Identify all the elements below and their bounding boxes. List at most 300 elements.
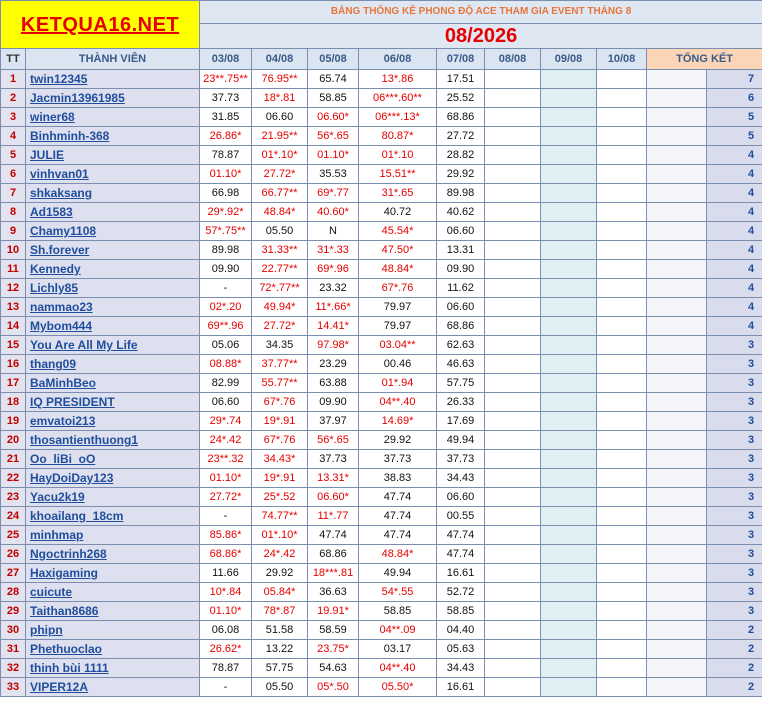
empty-cell-08	[485, 526, 541, 545]
total-spacer	[647, 184, 707, 203]
member-name-link[interactable]: Ad1583	[26, 203, 200, 222]
score-cell: 69*.96	[308, 260, 359, 279]
total-spacer	[647, 203, 707, 222]
score-cell: 24*.42	[200, 431, 252, 450]
empty-cell-09	[541, 507, 597, 526]
empty-cell-08	[485, 203, 541, 222]
row-number: 20	[1, 431, 26, 450]
row-number: 10	[1, 241, 26, 260]
member-name-link[interactable]: twin12345	[26, 70, 200, 89]
score-cell: 29.92	[252, 564, 308, 583]
total-spacer	[647, 393, 707, 412]
score-cell: 57*.75**	[200, 222, 252, 241]
total-count: 3	[707, 602, 762, 621]
total-spacer	[647, 108, 707, 127]
row-number: 17	[1, 374, 26, 393]
total-spacer	[647, 127, 707, 146]
row-number: 27	[1, 564, 26, 583]
member-name-link[interactable]: Lichly85	[26, 279, 200, 298]
row-number: 23	[1, 488, 26, 507]
score-cell: 25*.52	[252, 488, 308, 507]
empty-cell-09	[541, 374, 597, 393]
empty-cell-09	[541, 184, 597, 203]
total-count: 4	[707, 260, 762, 279]
total-count: 4	[707, 279, 762, 298]
score-cell: 79.97	[359, 298, 437, 317]
total-spacer	[647, 545, 707, 564]
row-number: 31	[1, 640, 26, 659]
score-cell: 13.22	[252, 640, 308, 659]
row-number: 30	[1, 621, 26, 640]
score-cell: 19.91*	[308, 602, 359, 621]
score-cell: 01.10*	[308, 146, 359, 165]
table-row	[1, 317, 762, 336]
score-cell: 37.97	[308, 412, 359, 431]
score-cell: 01.10*	[200, 469, 252, 488]
score-cell: 06.60*	[308, 108, 359, 127]
score-cell: 31*.33	[308, 241, 359, 260]
total-spacer	[647, 526, 707, 545]
score-cell: 06***.60**	[359, 89, 437, 108]
score-cell: 18***.81	[308, 564, 359, 583]
score-cell: 57.75	[437, 374, 485, 393]
score-cell: 05.06	[200, 336, 252, 355]
score-cell: 54*.55	[359, 583, 437, 602]
score-cell: 01*.10*	[252, 526, 308, 545]
member-name-link[interactable]: cuicute	[26, 583, 200, 602]
row-number: 16	[1, 355, 26, 374]
empty-cell-10	[597, 184, 647, 203]
empty-cell-08	[485, 564, 541, 583]
member-name-link[interactable]: nammao23	[26, 298, 200, 317]
empty-cell-09	[541, 526, 597, 545]
table-row	[1, 70, 762, 89]
row-number: 1	[1, 70, 26, 89]
member-name-link[interactable]: You Are All My Life	[26, 336, 200, 355]
score-cell: 47.74	[359, 526, 437, 545]
row-number: 25	[1, 526, 26, 545]
score-cell: 31*.65	[359, 184, 437, 203]
score-cell: 34.43	[437, 659, 485, 678]
score-cell: 27.72*	[252, 317, 308, 336]
score-cell: 78.87	[200, 146, 252, 165]
score-cell: 23.29	[308, 355, 359, 374]
table-row	[1, 298, 762, 317]
total-count: 4	[707, 317, 762, 336]
row-number: 14	[1, 317, 26, 336]
row-number: 6	[1, 165, 26, 184]
empty-cell-08	[485, 89, 541, 108]
empty-cell-08	[485, 317, 541, 336]
score-cell: 34.43	[437, 469, 485, 488]
score-cell: 31.85	[200, 108, 252, 127]
empty-cell-09	[541, 260, 597, 279]
empty-cell-09	[541, 222, 597, 241]
empty-cell-08	[485, 659, 541, 678]
score-cell: 85.86*	[200, 526, 252, 545]
table-row	[1, 127, 762, 146]
score-cell: 06.60	[252, 108, 308, 127]
row-number: 2	[1, 89, 26, 108]
score-cell: 78.87	[200, 659, 252, 678]
total-spacer	[647, 640, 707, 659]
table-row	[1, 393, 762, 412]
total-spacer	[647, 279, 707, 298]
score-cell: -	[200, 507, 252, 526]
score-cell: 14.41*	[308, 317, 359, 336]
score-cell: 76.95**	[252, 70, 308, 89]
member-name-link[interactable]: BaMinhBeo	[26, 374, 200, 393]
empty-cell-09	[541, 279, 597, 298]
table-row	[1, 222, 762, 241]
score-cell: 68.86	[437, 108, 485, 127]
table-row	[1, 659, 762, 678]
row-number: 32	[1, 659, 26, 678]
score-cell: -	[200, 279, 252, 298]
header-date: 04/08	[252, 49, 308, 70]
row-number: 28	[1, 583, 26, 602]
member-name-link[interactable]: thang09	[26, 355, 200, 374]
member-name-link[interactable]: emvatoi213	[26, 412, 200, 431]
score-cell: 68.86*	[200, 545, 252, 564]
score-cell: 63.88	[308, 374, 359, 393]
table-row	[1, 336, 762, 355]
score-cell: 25.52	[437, 89, 485, 108]
total-count: 3	[707, 450, 762, 469]
header-date: 03/08	[200, 49, 252, 70]
score-cell: 58.85	[437, 602, 485, 621]
empty-cell-08	[485, 279, 541, 298]
empty-cell-10	[597, 203, 647, 222]
total-count: 3	[707, 545, 762, 564]
total-spacer	[647, 165, 707, 184]
empty-cell-10	[597, 469, 647, 488]
score-cell: 16.61	[437, 564, 485, 583]
total-spacer	[647, 298, 707, 317]
total-count: 3	[707, 469, 762, 488]
table-row	[1, 621, 762, 640]
member-name-link[interactable]: vinhvan01	[26, 165, 200, 184]
score-cell: 05*.50	[308, 678, 359, 697]
table-row	[1, 450, 762, 469]
score-cell: 29.92	[359, 431, 437, 450]
table-row	[1, 260, 762, 279]
empty-cell-10	[597, 583, 647, 602]
member-name-link[interactable]: Oo_liBi_oO	[26, 450, 200, 469]
total-count: 3	[707, 393, 762, 412]
table-row	[1, 241, 762, 260]
header-total: TỔNG KẾT	[647, 49, 762, 70]
score-cell: 74.77**	[252, 507, 308, 526]
total-count: 4	[707, 146, 762, 165]
empty-cell-08	[485, 146, 541, 165]
member-name-link[interactable]: Taithan8686	[26, 602, 200, 621]
empty-cell-08	[485, 640, 541, 659]
empty-cell-08	[485, 488, 541, 507]
member-name-link[interactable]: JULIE	[26, 146, 200, 165]
empty-cell-08	[485, 545, 541, 564]
total-count: 3	[707, 355, 762, 374]
empty-cell-09	[541, 336, 597, 355]
score-cell: 06.60*	[308, 488, 359, 507]
score-cell: -	[200, 678, 252, 697]
member-name-link[interactable]: thosantienthuong1	[26, 431, 200, 450]
total-spacer	[647, 412, 707, 431]
member-name-link[interactable]: Jacmin13961985	[26, 89, 200, 108]
score-cell: 18*.81	[252, 89, 308, 108]
score-cell: 06.60	[437, 222, 485, 241]
score-cell: 24*.42	[252, 545, 308, 564]
row-number: 26	[1, 545, 26, 564]
score-cell: 04**.40	[359, 659, 437, 678]
score-cell: 38.83	[359, 469, 437, 488]
row-number: 4	[1, 127, 26, 146]
score-cell: 89.98	[437, 184, 485, 203]
member-name-link[interactable]: shkaksang	[26, 184, 200, 203]
score-cell: 56*.65	[308, 431, 359, 450]
total-count: 5	[707, 108, 762, 127]
row-number: 33	[1, 678, 26, 697]
empty-cell-10	[597, 89, 647, 108]
score-cell: 69**.96	[200, 317, 252, 336]
score-cell: N	[308, 222, 359, 241]
score-cell: 01*.10*	[252, 146, 308, 165]
empty-cell-10	[597, 222, 647, 241]
score-cell: 13.31*	[308, 469, 359, 488]
table-row	[1, 545, 762, 564]
member-name-link[interactable]: minhmap	[26, 526, 200, 545]
member-name-link[interactable]: khoailang_18cm	[26, 507, 200, 526]
empty-cell-08	[485, 127, 541, 146]
member-name-link[interactable]: Haxigaming	[26, 564, 200, 583]
score-cell: 05.84*	[252, 583, 308, 602]
empty-cell-09	[541, 355, 597, 374]
total-spacer	[647, 222, 707, 241]
score-cell: 68.86	[437, 317, 485, 336]
member-name-link[interactable]: Ngoctrinh268	[26, 545, 200, 564]
table-row	[1, 469, 762, 488]
score-cell: 37.73	[308, 450, 359, 469]
score-cell: 06.60	[200, 393, 252, 412]
score-cell: 01*.10	[359, 146, 437, 165]
score-cell: 46.63	[437, 355, 485, 374]
empty-cell-08	[485, 412, 541, 431]
empty-cell-09	[541, 241, 597, 260]
total-spacer	[647, 374, 707, 393]
total-spacer	[647, 564, 707, 583]
total-spacer	[647, 659, 707, 678]
member-name-link[interactable]: Sh.forever	[26, 241, 200, 260]
empty-cell-09	[541, 564, 597, 583]
score-cell: 06.60	[437, 298, 485, 317]
site-logo[interactable]: KETQUA16.NET	[1, 1, 200, 49]
score-cell: 05.63	[437, 640, 485, 659]
score-cell: 65.74	[308, 70, 359, 89]
empty-cell-10	[597, 317, 647, 336]
member-name-link[interactable]: Binhminh-368	[26, 127, 200, 146]
member-name-link[interactable]: winer68	[26, 108, 200, 127]
score-cell: 67*.76	[252, 393, 308, 412]
score-cell: 09.90	[308, 393, 359, 412]
member-name-link[interactable]: Mybom444	[26, 317, 200, 336]
total-count: 2	[707, 659, 762, 678]
score-cell: 56*.65	[308, 127, 359, 146]
member-name-link[interactable]: thinh bùi 1111	[26, 659, 200, 678]
score-cell: 29.92	[437, 165, 485, 184]
table-row	[1, 583, 762, 602]
row-number: 8	[1, 203, 26, 222]
empty-cell-08	[485, 583, 541, 602]
empty-cell-08	[485, 469, 541, 488]
score-cell: 04**.09	[359, 621, 437, 640]
row-number: 18	[1, 393, 26, 412]
row-number: 9	[1, 222, 26, 241]
empty-cell-10	[597, 260, 647, 279]
empty-cell-09	[541, 146, 597, 165]
score-cell: 03.17	[359, 640, 437, 659]
total-count: 3	[707, 564, 762, 583]
empty-cell-09	[541, 488, 597, 507]
table-row	[1, 279, 762, 298]
empty-cell-08	[485, 450, 541, 469]
score-cell: 27.72*	[200, 488, 252, 507]
score-cell: 58.59	[308, 621, 359, 640]
member-name-link[interactable]: Chamy1108	[26, 222, 200, 241]
score-cell: 40.62	[437, 203, 485, 222]
total-count: 2	[707, 640, 762, 659]
score-cell: 55.77**	[252, 374, 308, 393]
score-cell: 15.51**	[359, 165, 437, 184]
empty-cell-08	[485, 241, 541, 260]
total-spacer	[647, 507, 707, 526]
member-name-link[interactable]: Yacu2k19	[26, 488, 200, 507]
empty-cell-09	[541, 621, 597, 640]
total-count: 4	[707, 203, 762, 222]
total-count: 7	[707, 70, 762, 89]
score-cell: 02*.20	[200, 298, 252, 317]
member-name-link[interactable]: VIPER12A	[26, 678, 200, 697]
row-number: 21	[1, 450, 26, 469]
empty-cell-10	[597, 526, 647, 545]
empty-cell-10	[597, 640, 647, 659]
score-cell: 68.86	[308, 545, 359, 564]
score-cell: 52.72	[437, 583, 485, 602]
score-cell: 06.08	[200, 621, 252, 640]
score-cell: 23.32	[308, 279, 359, 298]
empty-cell-10	[597, 659, 647, 678]
total-spacer	[647, 89, 707, 108]
empty-cell-09	[541, 317, 597, 336]
empty-cell-10	[597, 355, 647, 374]
empty-cell-10	[597, 165, 647, 184]
empty-cell-08	[485, 70, 541, 89]
score-cell: 78*.87	[252, 602, 308, 621]
empty-cell-08	[485, 298, 541, 317]
empty-cell-09	[541, 108, 597, 127]
row-number: 7	[1, 184, 26, 203]
score-cell: 09.90	[200, 260, 252, 279]
total-count: 4	[707, 298, 762, 317]
score-cell: 05.50	[252, 678, 308, 697]
table-row	[1, 488, 762, 507]
empty-cell-09	[541, 640, 597, 659]
row-number: 19	[1, 412, 26, 431]
table-row	[1, 108, 762, 127]
empty-cell-09	[541, 89, 597, 108]
member-name-link[interactable]: HayDoiDay123	[26, 469, 200, 488]
row-number: 13	[1, 298, 26, 317]
empty-cell-08	[485, 678, 541, 697]
score-cell: 34.35	[252, 336, 308, 355]
empty-cell-08	[485, 260, 541, 279]
score-cell: 10*.84	[200, 583, 252, 602]
row-number: 29	[1, 602, 26, 621]
empty-cell-10	[597, 564, 647, 583]
score-cell: 23**.75**	[200, 70, 252, 89]
empty-cell-09	[541, 393, 597, 412]
score-cell: 01*.94	[359, 374, 437, 393]
empty-cell-10	[597, 146, 647, 165]
score-cell: 89.98	[200, 241, 252, 260]
score-cell: 23**.32	[200, 450, 252, 469]
row-number: 11	[1, 260, 26, 279]
empty-cell-09	[541, 127, 597, 146]
header-date: 09/08	[541, 49, 597, 70]
empty-cell-10	[597, 602, 647, 621]
header-date: 08/08	[485, 49, 541, 70]
total-count: 4	[707, 184, 762, 203]
member-name-link[interactable]: Kennedy	[26, 260, 200, 279]
member-name-link[interactable]: Phethuoclao	[26, 640, 200, 659]
table-row	[1, 146, 762, 165]
score-cell: 58.85	[359, 602, 437, 621]
table-row	[1, 564, 762, 583]
score-cell: 01.10*	[200, 165, 252, 184]
header-date: 07/08	[437, 49, 485, 70]
score-cell: 06.60	[437, 488, 485, 507]
score-cell: 00.55	[437, 507, 485, 526]
empty-cell-09	[541, 678, 597, 697]
member-name-link[interactable]: phipn	[26, 621, 200, 640]
score-cell: 47.74	[359, 507, 437, 526]
total-spacer	[647, 431, 707, 450]
score-cell: 26.86*	[200, 127, 252, 146]
member-name-link[interactable]: IQ PRESIDENT	[26, 393, 200, 412]
score-cell: 66.77**	[252, 184, 308, 203]
month-label: 08/2026	[200, 24, 762, 49]
empty-cell-08	[485, 602, 541, 621]
score-cell: 47.74	[308, 526, 359, 545]
score-cell: 62.63	[437, 336, 485, 355]
total-spacer	[647, 70, 707, 89]
empty-cell-10	[597, 108, 647, 127]
score-cell: 48.84*	[359, 545, 437, 564]
score-cell: 48.84*	[359, 260, 437, 279]
total-count: 4	[707, 222, 762, 241]
total-spacer	[647, 355, 707, 374]
score-cell: 47.74	[437, 545, 485, 564]
empty-cell-08	[485, 393, 541, 412]
score-cell: 19*.91	[252, 412, 308, 431]
empty-cell-10	[597, 336, 647, 355]
score-cell: 54.63	[308, 659, 359, 678]
empty-cell-09	[541, 412, 597, 431]
empty-cell-09	[541, 602, 597, 621]
table-row	[1, 640, 762, 659]
empty-cell-08	[485, 336, 541, 355]
score-cell: 22.77**	[252, 260, 308, 279]
empty-cell-08	[485, 355, 541, 374]
